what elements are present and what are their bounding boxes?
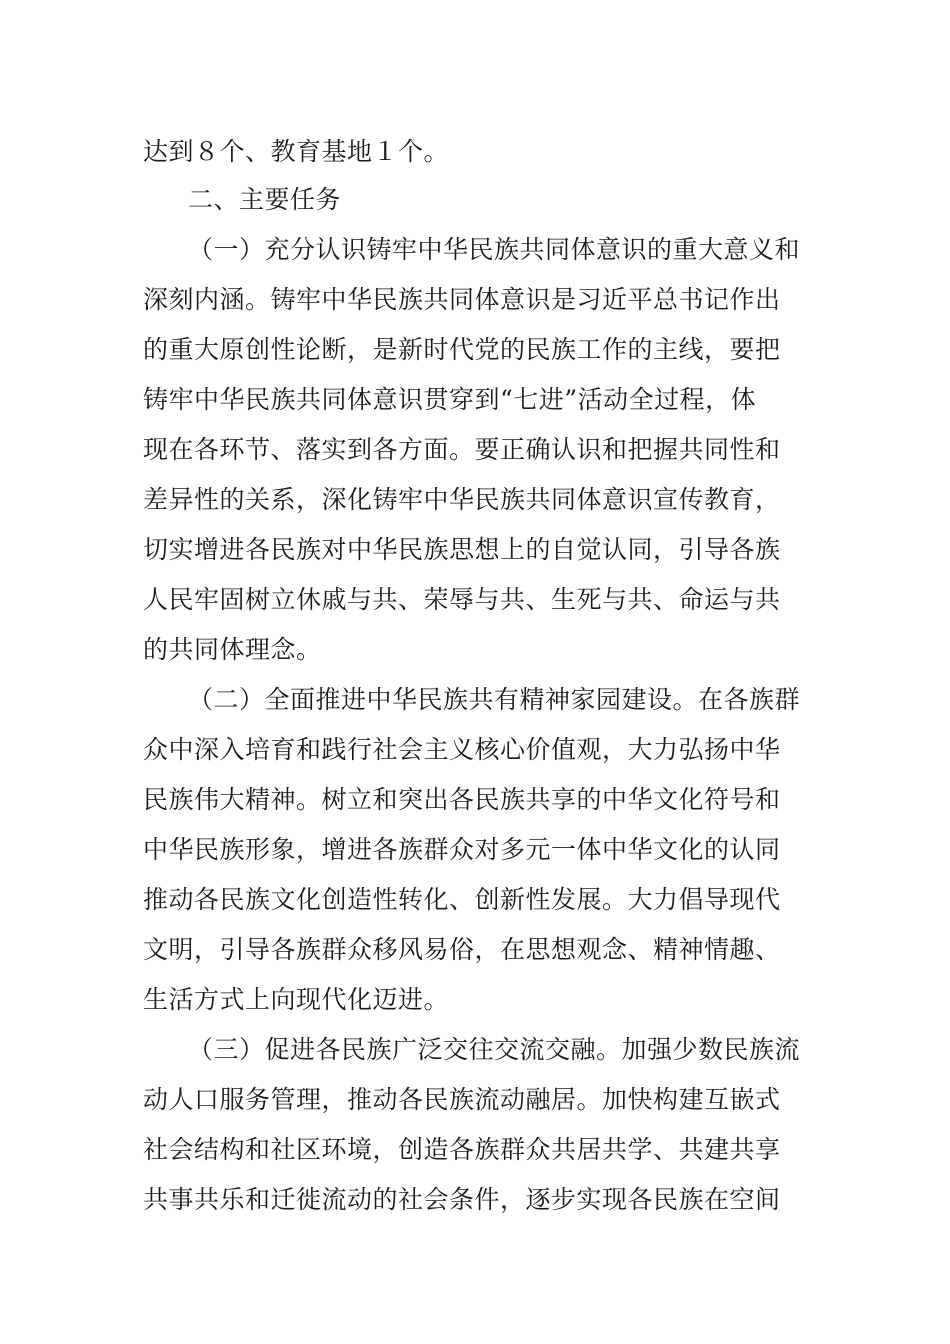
- text-line-6: 铸牢中华民族共同体意识贯穿到“七进”活动全过程，体: [143, 385, 757, 414]
- text-line-5: 的重大原创性论断，是新时代党的民族工作的主线，要把: [143, 335, 781, 364]
- text-line-3: （一）充分认识铸牢中华民族共同体意识的重大意义和: [188, 235, 801, 264]
- text-line-13: 众中深入培育和践行社会主义核心价值观，大力弘扬中华: [143, 735, 781, 764]
- text-line-15: 中华民族形象，增进各族群众对多元一体中华文化的认同: [143, 835, 781, 864]
- section-heading-main-tasks: 二、主要任务: [188, 185, 342, 214]
- text-line-18: 生活方式上向现代化迈进。: [143, 985, 450, 1014]
- text-line-16: 推动各民族文化创造性转化、创新性发展。大力倡导现代: [143, 885, 781, 914]
- text-line-8: 差异性的关系，深化铸牢中华民族共同体意识宣传教育，: [143, 485, 781, 514]
- text-line-11: 的共同体理念。: [143, 635, 322, 664]
- text-line-17: 文明，引导各族群众移风易俗，在思想观念、精神情趣、: [143, 935, 781, 964]
- text-line-14: 民族伟大精神。树立和突出各民族共享的中华文化符号和: [143, 785, 781, 814]
- text-line-20: 动人口服务管理，推动各民族流动融居。加快构建互嵌式: [143, 1085, 781, 1114]
- text-line-7: 现在各环节、落实到各方面。要正确认识和把握共同性和: [143, 435, 781, 464]
- text-line-9: 切实增进各民族对中华民族思想上的自觉认同，引导各族: [143, 535, 781, 564]
- text-line-10: 人民牢固树立休戚与共、荣辱与共、生死与共、命运与共: [143, 585, 781, 614]
- text-line-19: （三）促进各民族广泛交往交流交融。加强少数民族流: [188, 1035, 801, 1064]
- text-line-21: 社会结构和社区环境，创造各族群众共居共学、共建共享: [143, 1135, 781, 1164]
- text-line-12: （二）全面推进中华民族共有精神家园建设。在各族群: [188, 685, 801, 714]
- text-line-4: 深刻内涵。铸牢中华民族共同体意识是习近平总书记作出: [143, 285, 781, 314]
- text-line-22: 共事共乐和迁徙流动的社会条件，逐步实现各民族在空间: [143, 1185, 781, 1214]
- text-line-1: 达到８个、教育基地１个。: [143, 137, 450, 166]
